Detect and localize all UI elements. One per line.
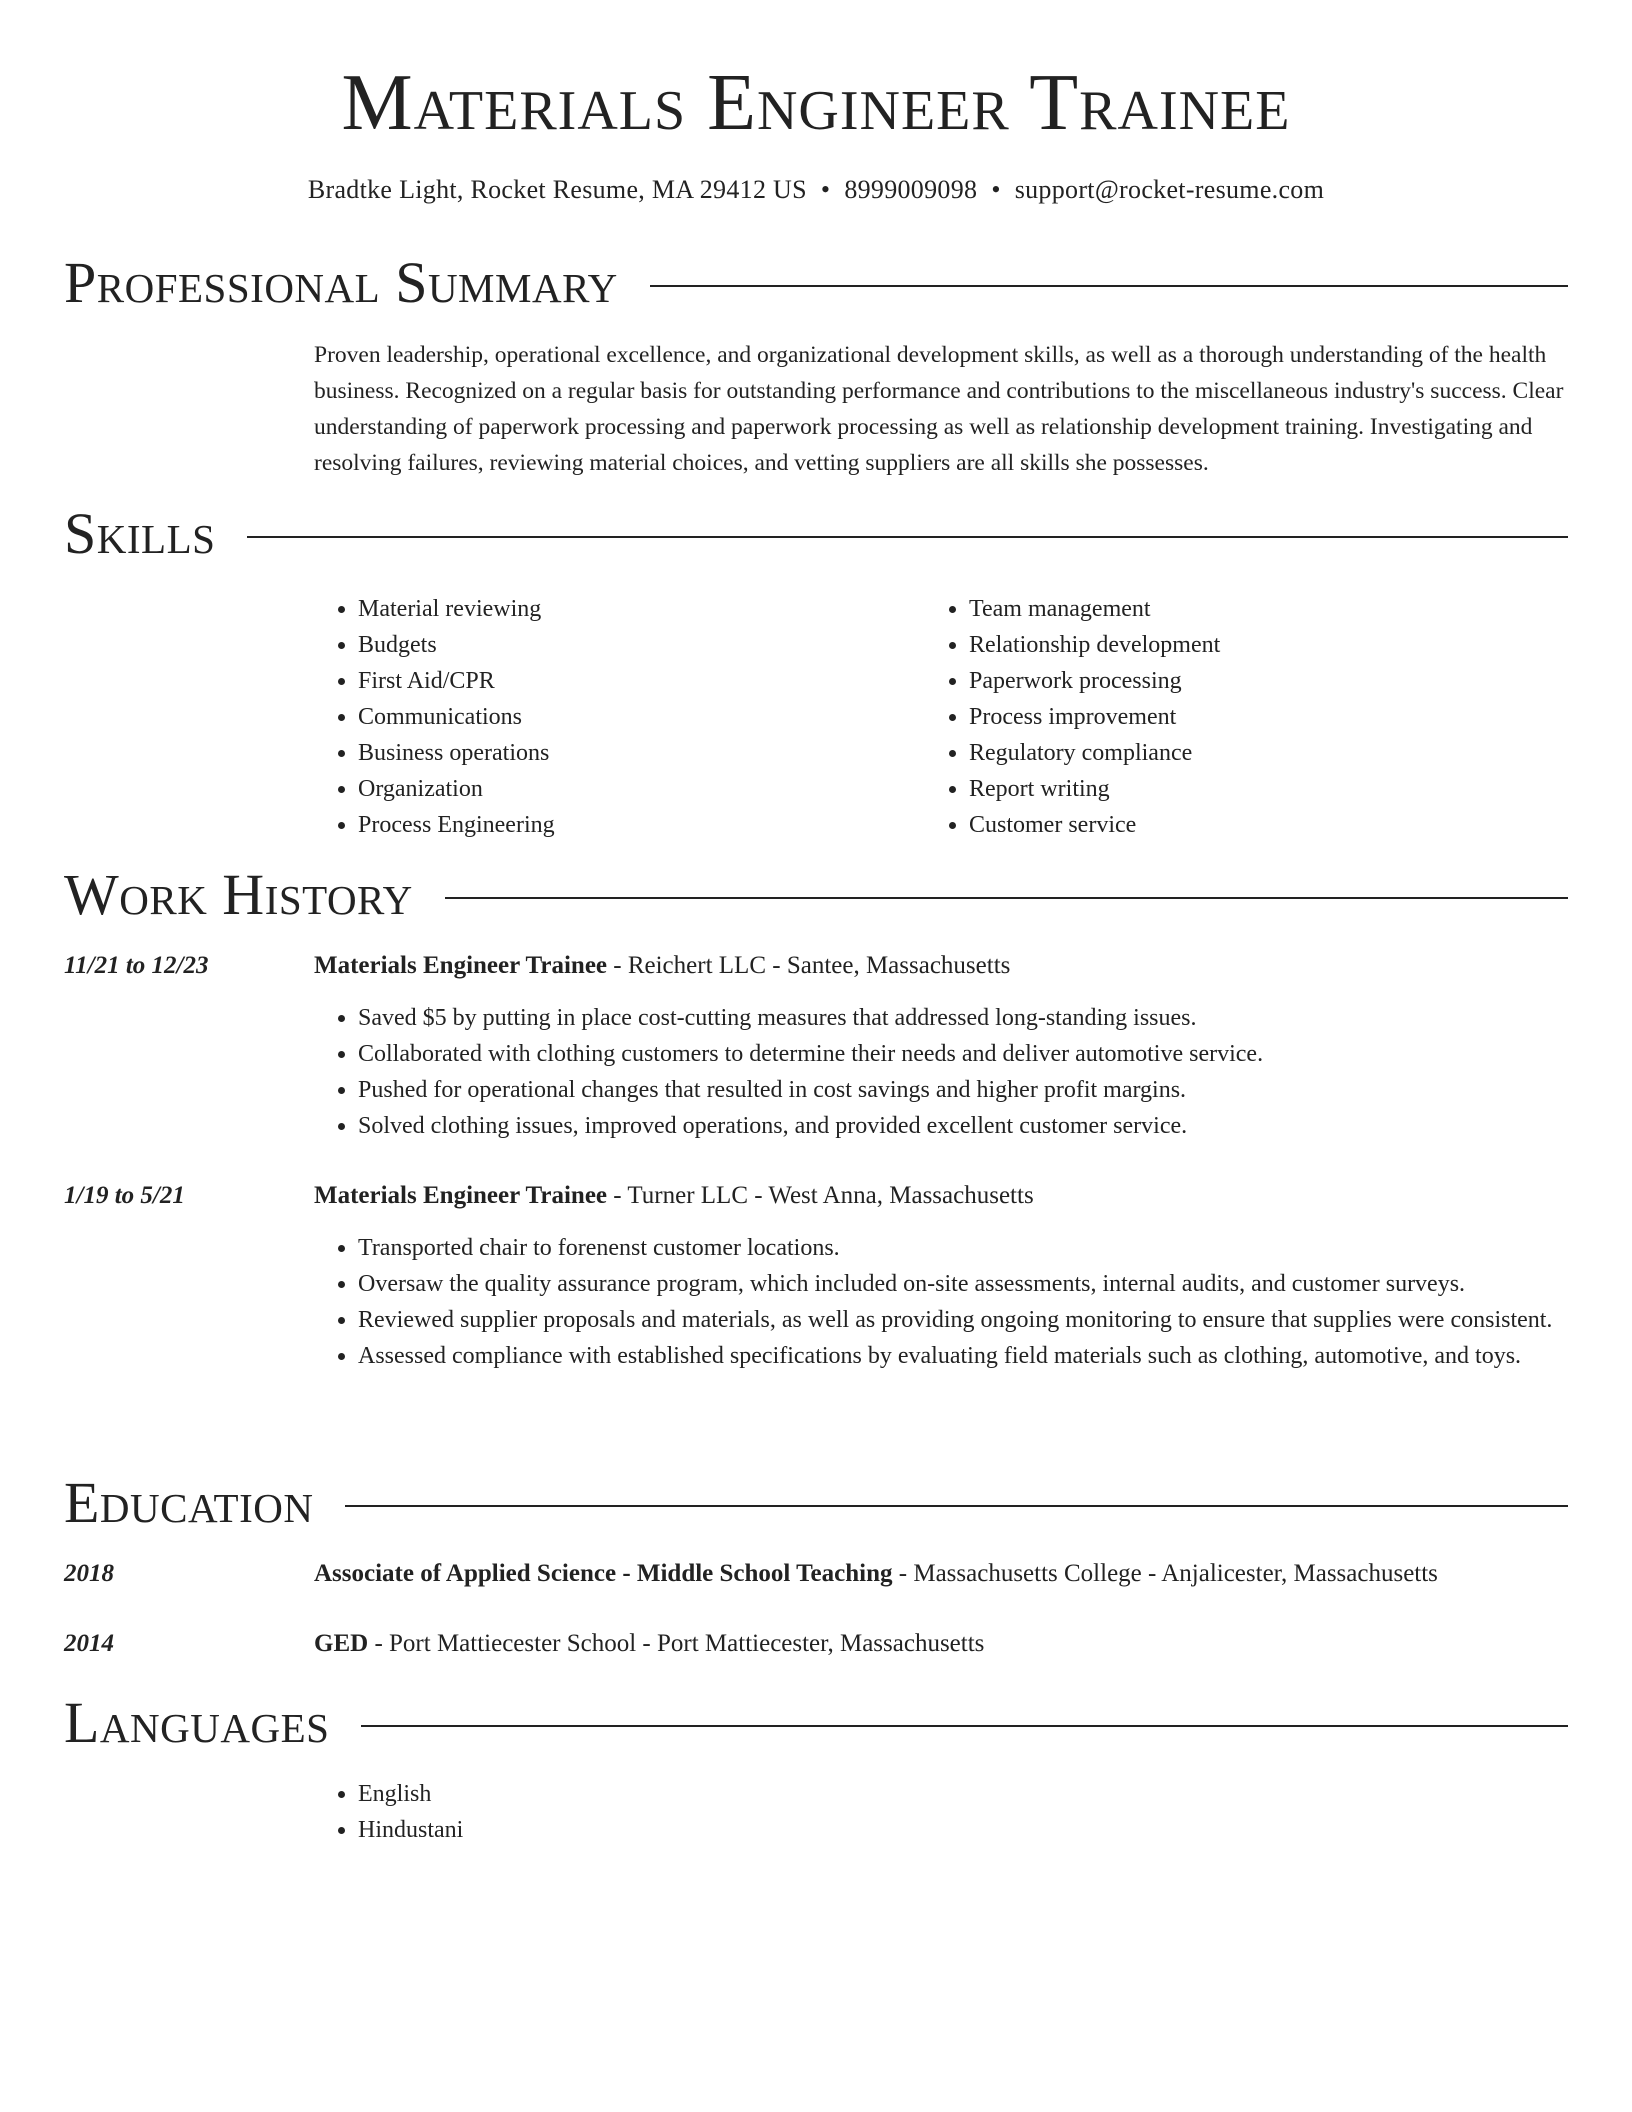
languages-list — [314, 1776, 1570, 1848]
section-work-header — [64, 862, 1568, 928]
job-bullet: • Pushed for operational changes that resulted in cost savings and higher profit margins. — [358, 1072, 1570, 1108]
education-line — [314, 1626, 1570, 1662]
skills-column-left — [314, 591, 914, 843]
job-bullet: • Collaborated with clothing customers to determine their needs and deliver automotive service. — [358, 1036, 1570, 1072]
job-details: - Turner LLC - West Anna, Massachusetts — [607, 1182, 1034, 1209]
skills-list — [925, 591, 1525, 843]
education-year: 2014 — [64, 1630, 114, 1657]
skill-item: • Business operations — [358, 735, 914, 771]
skill-item: • Communications — [358, 699, 914, 735]
summary-text: Proven leadership, operational excellence, and organizational development skills, as well as a thorough understanding of the health business. Recognized on a regular basis for outstanding performance and contributions to the miscellaneous industry's success. Clear understanding of paperwork processing and paperwork processing as well as relationship development training. Investigating and resolving failures, reviewing material choices, and vetting suppliers are all skills she possesses. — [314, 342, 1564, 476]
contact-line — [0, 173, 1632, 207]
skill-item: • Material reviewing — [358, 591, 914, 627]
job-bullet-list — [314, 1230, 1570, 1374]
job-bullet: • Solved clothing issues, improved operations, and provided excellent customer service. — [358, 1108, 1570, 1144]
job-bullet: • Saved $5 by putting in place cost-cutting measures that addressed long-standing issues. — [358, 1000, 1570, 1036]
job-bullet-list — [314, 1000, 1570, 1144]
skill-item: • Process improvement — [969, 699, 1525, 735]
section-summary-header — [64, 250, 1568, 316]
contact-email: support@rocket-resume.com — [1014, 175, 1325, 204]
job-bullets — [314, 1230, 1570, 1374]
job-details: - Reichert LLC - Santee, Massachusetts — [607, 952, 1011, 979]
job-dates: 11/21 to 12/23 — [64, 952, 209, 979]
education-year: 2018 — [64, 1560, 114, 1587]
contact-phone: 8999009098 — [844, 175, 978, 204]
section-skills-header — [64, 501, 1568, 567]
section-heading: Work History — [64, 862, 413, 927]
skill-item: • Regulatory compliance — [969, 735, 1525, 771]
education-degree: Associate of Applied Science - Middle School Teaching — [314, 1560, 893, 1587]
skills-column-right — [925, 591, 1525, 843]
skill-item: • Process Engineering — [358, 807, 914, 843]
section-heading: Skills — [64, 501, 216, 566]
skill-item: • Customer service — [969, 807, 1525, 843]
contact-address: Bradtke Light, Rocket Resume, MA 29412 US — [307, 175, 807, 204]
language-item: • Hindustani — [358, 1812, 1570, 1848]
contact-separator: • — [820, 175, 831, 204]
skill-item: • Team management — [969, 591, 1525, 627]
job-bullets — [314, 1000, 1570, 1144]
section-heading: Education — [64, 1470, 314, 1535]
languages-block — [314, 1776, 1570, 1848]
section-divider — [445, 897, 1568, 899]
section-divider — [650, 285, 1568, 287]
section-divider — [247, 536, 1568, 538]
job-title: Materials Engineer Trainee — [314, 1182, 608, 1209]
skill-item: • First Aid/CPR — [358, 663, 914, 699]
education-details: - Port Mattiecester School - Port Mattiecester, Massachusetts — [368, 1630, 985, 1657]
job-dates: 1/19 to 5/21 — [64, 1182, 185, 1209]
skill-item: • Relationship development — [969, 627, 1525, 663]
skill-item: • Budgets — [358, 627, 914, 663]
education-line — [314, 1556, 1570, 1592]
job-title: Materials Engineer Trainee — [314, 952, 608, 979]
job-title-line — [314, 948, 1570, 984]
skill-item: • Organization — [358, 771, 914, 807]
section-divider — [345, 1505, 1568, 1507]
skill-item: • Paperwork processing — [969, 663, 1525, 699]
job-bullet: • Oversaw the quality assurance program, which included on-site assessments, internal audits, and customer surveys. — [358, 1266, 1570, 1302]
section-education-header — [64, 1470, 1568, 1536]
section-heading: Professional Summary — [64, 250, 618, 315]
job-bullet: • Reviewed supplier proposals and materials, as well as providing ongoing monitoring to ensure that supplies were consistent. — [358, 1302, 1570, 1338]
contact-separator: • — [991, 175, 1001, 204]
education-details: - Massachusetts College - Anjalicester, Massachusetts — [892, 1560, 1438, 1587]
job-bullet: • Assessed compliance with established specifications by evaluating field materials such as clothing, automotive, and toys. — [358, 1338, 1570, 1374]
job-title-line — [314, 1178, 1570, 1214]
language-item: • English — [358, 1776, 1570, 1812]
skill-item: • Report writing — [969, 771, 1525, 807]
section-divider — [361, 1725, 1568, 1727]
job-bullet: • Transported chair to forenenst customer locations. — [358, 1230, 1570, 1266]
section-heading: Languages — [64, 1690, 330, 1755]
candidate-name: Materials Engineer Trainee — [341, 59, 1291, 147]
education-degree: GED — [314, 1630, 369, 1657]
skills-list — [314, 591, 914, 843]
section-languages-header — [64, 1690, 1568, 1756]
